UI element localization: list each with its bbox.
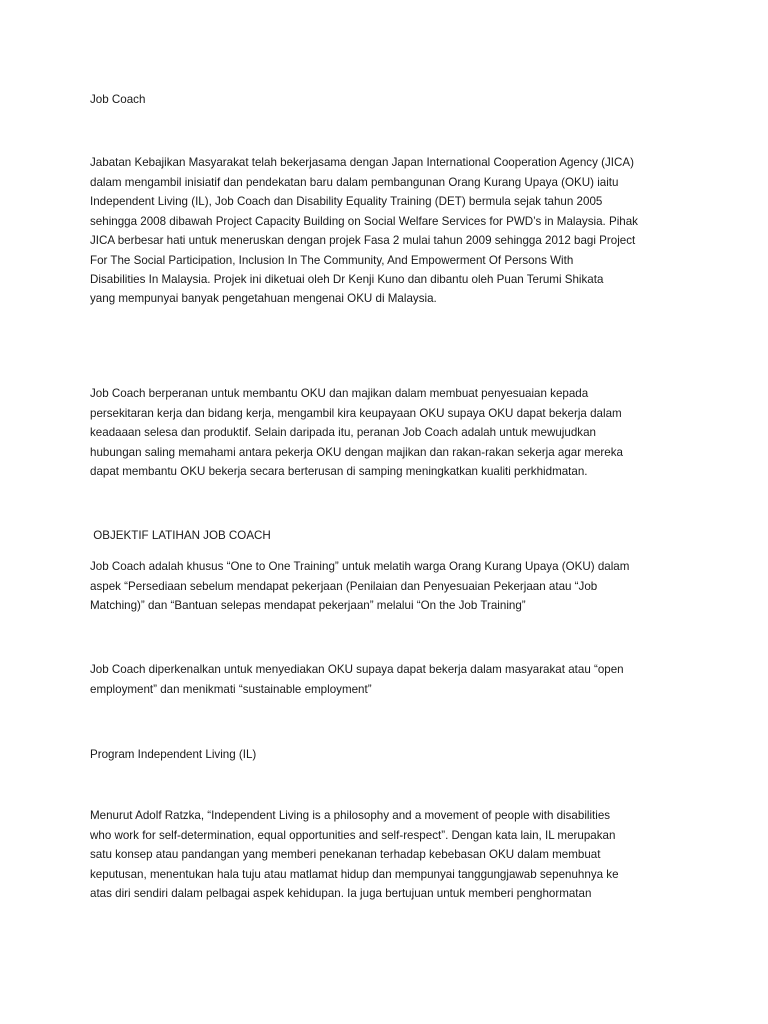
paragraph-line: keputusan, menentukan hala tuju atau matlamat hidup dan mempunyai tanggungjawab sepenuhnya ke [90,868,619,881]
paragraph-line: Job Coach adalah khusus “One to One Training” untuk melatih warga Orang Kurang Upaya (OKU) dalam [90,560,630,573]
paragraph-line: Matching)” dan “Bantuan selepas mendapat pekerjaan” melalui “On the Job Training” [90,599,526,612]
paragraph-line: yang mempunyai banyak pengetahuan mengenai OKU di Malaysia. [90,292,437,305]
paragraph-line: who work for self-determination, equal opportunities and self-respect”. Dengan kata lain, IL merupakan [90,829,616,842]
paragraph-line: sehingga 2008 dibawah Project Capacity Building on Social Welfare Services for PWD’s in Malaysia. Pihak [90,215,638,228]
paragraph-line: Menurut Adolf Ratzka, “Independent Living is a philosophy and a movement of people with disabilities [90,809,611,822]
il-heading: Program Independent Living (IL) [90,748,257,761]
paragraph-line: atas diri sendiri dalam pelbagai aspek kehidupan. Ia juga bertujuan untuk memberi penghormatan [90,887,592,900]
paragraph-line: employment” dan menikmati “sustainable employment” [90,683,372,696]
paragraph-line: JICA berbesar hati untuk meneruskan dengan projek Fasa 2 mulai tahun 2009 sehingga 2012 bagi Project [90,234,636,247]
document-title: Job Coach [90,93,146,106]
paragraph-line: Independent Living (IL), Job Coach dan Disability Equality Training (DET) bermula sejak tahun 2005 [90,195,603,208]
paragraph-line: Job Coach berperanan untuk membantu OKU dan majikan dalam membuat penyesuaian kepada [90,387,589,400]
paragraph-line: For The Social Participation, Inclusion In The Community, And Empowerment Of Persons With [90,254,574,267]
paragraph-line: persekitaran kerja dan bidang kerja, mengambil kira keupayaan OKU supaya OKU dapat bekerja dalam [90,407,622,420]
paragraph-line: keadaaan selesa dan produktif. Selain daripada itu, peranan Job Coach adalah untuk mewujudkan [90,426,596,439]
paragraph-line: dalam mengambil inisiatif dan pendekatan baru dalam pembangunan Orang Kurang Upaya (OKU) iaitu [90,176,619,189]
paragraph-line: aspek “Persediaan sebelum mendapat pekerjaan (Penilaian dan Penyesuaian Pekerjaan atau “Job [90,580,598,593]
paragraph-line: satu konsep atau pandangan yang memberi penekanan terhadap kebebasan OKU dalam membuat [90,848,601,861]
paragraph-line: Jabatan Kebajikan Masyarakat telah bekerjasama dengan Japan International Cooperation Agency (JICA) [90,156,634,169]
objective-heading: OBJEKTIF LATIHAN JOB COACH [90,529,271,542]
paragraph-line: Job Coach diperkenalkan untuk menyediakan OKU supaya dapat bekerja dalam masyarakat atau “open [90,663,624,676]
paragraph-line: Disabilities In Malaysia. Projek ini diketuai oleh Dr Kenji Kuno dan dibantu oleh Puan Terumi Shikata [90,273,604,286]
paragraph-line: hubungan saling memahami antara pekerja OKU dengan majikan dan rakan-rakan sekerja agar mereka [90,446,623,459]
paragraph-line: dapat membantu OKU bekerja secara berterusan di samping meningkatkan kualiti perkhidmatan. [90,465,588,478]
